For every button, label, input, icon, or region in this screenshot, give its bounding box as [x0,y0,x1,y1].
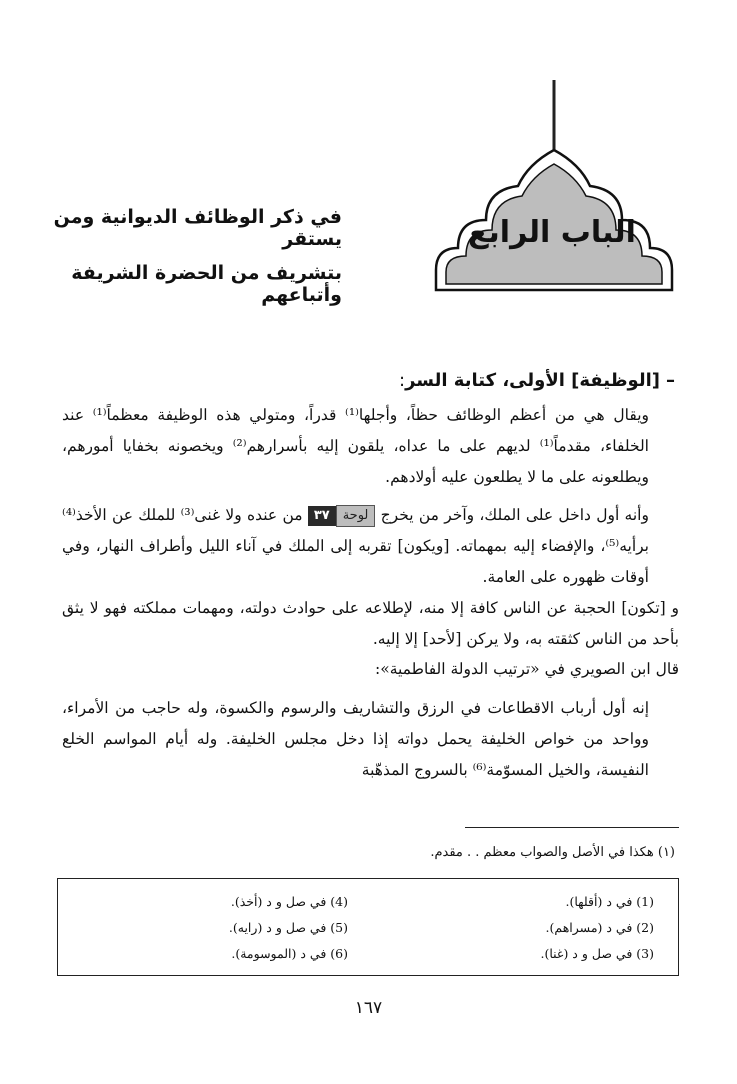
page-number: ١٦٧ [354,998,383,1018]
apparatus-note: (4) في صل و د (أخذ). [230,894,348,909]
plate-marker [308,505,376,527]
paragraph-4: قال ابن الصويري في «ترتيب الدولة الفاطمية»: [374,660,679,679]
apparatus-note: (1) في د (أقلها). [565,894,654,909]
chapter-subtitle-line1: في ذكر الوظائف الديوانية ومن يستقر [53,206,342,250]
apparatus-note: (6) في د (الموسومة). [231,946,348,961]
apparatus-column-left [78,889,348,967]
body-text [62,400,679,786]
footnote: (١) هكذا في الأصل والصواب معظم . . مقدم. [430,845,675,860]
heading-dash: – [666,370,675,391]
paragraph-5: إنه أول أرباب الاقطاعات في الرزق والتشاريف والرسوم والكسوة، وله حاجب من الأمراء، وواحد من خواص الخليفة يحمل دواته إذا دخل مجلس الخليفة. وله أيام المواسم الخلع النفيسة، والخيل المسوّمة⁽⁶⁾ بالسروج المذهّبة [62,699,649,779]
plate-number: ٣٧ [308,506,336,526]
apparatus-note: (5) في صل و د (رايه). [228,920,348,935]
section-heading-colon: : [399,370,406,391]
chapter-title: الباب الرابع [468,215,636,250]
paragraph-2 [62,500,679,592]
apparatus-column-right [384,889,654,967]
paragraph-3: و [تكون] الحجبة عن الناس كافة إلا منه، لإطلاعه على حوادث دولته، ومهمات مملكته فهو لا يثق بأحد من الناس كثقته به، ولا يركن [لأحد] إلا إليه. [62,598,679,648]
chapter-dome-ornament [424,80,684,320]
paragraph-1: ويقال هي من أعظم الوظائف حظاً، وأجلها⁽¹⁾ قدراً، ومتولي هذه الوظيفة معظماً⁽¹⁾ عند الخلفاء، مقدماً⁽¹⁾ لديهم على ما عداه، يلقون إليه بأسرارهم⁽²⁾ ويخصونه بخفايا أمورهم، ويطلعونه على ما لا يطلعون عليه أولادهم. [62,406,649,486]
chapter-subtitle-line2: بتشريف من الحضرة الشريفة وأتباعهم [71,262,342,306]
apparatus-note: (3) في صل و د (غنا). [540,946,654,961]
manuscript-apparatus-box [57,878,679,976]
footnote-divider [465,827,679,828]
section-heading-text: [الوظيفة] الأولى، كتابة السر [405,370,660,391]
section-heading [399,370,675,391]
apparatus-note: (2) في د (مسراهم). [545,920,654,935]
plate-label: لوحة [336,505,376,527]
paragraph-2-end: من عنده ولا غنى⁽³⁾ للملك عن الأخذ⁽⁴⁾ برأيه⁽⁵⁾، والإفضاء إليه بمهماته. [ويكون] تقربه إلى الملك في آناء الليل وأطراف النهار، وفي أوقات ظهوره على العامة. [62,506,649,586]
paragraph-2-start: وأنه أول داخل على الملك، وآخر من يخرج [380,506,649,525]
